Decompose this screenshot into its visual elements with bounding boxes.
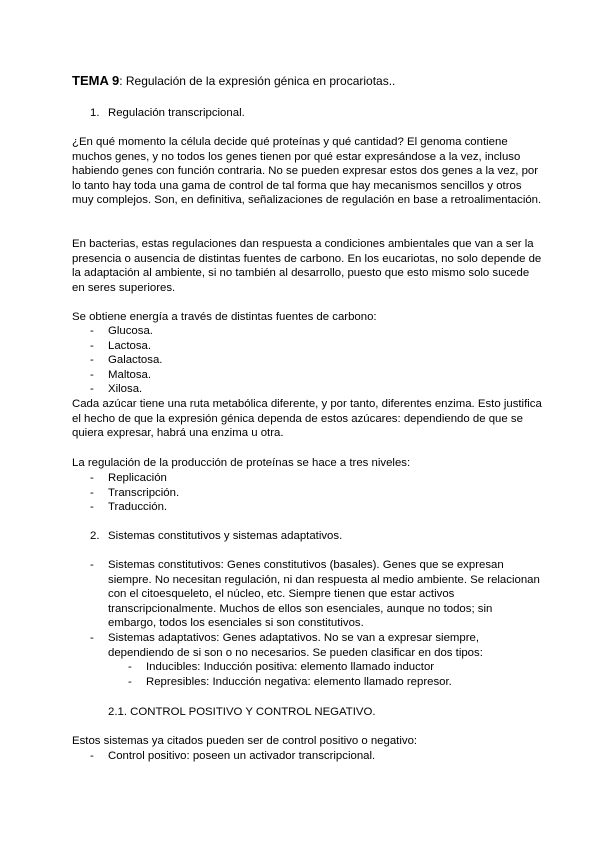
paragraph-energy: Se obtiene energía a través de distintas fuentes de carbono: bbox=[72, 311, 377, 323]
section-1-label: Regulación transcripcional. bbox=[108, 107, 245, 119]
list-item-inducible: - Inducibles: Inducción positiva: elemento llamado inductor bbox=[72, 660, 542, 675]
list-item: - Traducción. bbox=[72, 500, 542, 515]
title-bold: TEMA 9 bbox=[72, 73, 120, 88]
list-item: - Transcripción. bbox=[72, 486, 542, 501]
list-item: - Replicación bbox=[72, 471, 542, 486]
section-1-heading bbox=[90, 106, 245, 121]
paragraph-sugars: Cada azúcar tiene una ruta metabólica diferente, y por tanto, diferentes enzima. Esto justifica el hecho de que la expresión génica dependa de estos azúcares: dependiendo de que se quiera expresar, habrá una enzima u otra. bbox=[72, 398, 542, 440]
list-item-repressible: - Represibles: Inducción negativa: elemento llamado represor. bbox=[72, 675, 542, 690]
paragraph-intro: ¿En qué momento la célula decide qué proteínas y qué cantidad? El genoma contiene muchos genes, y no todos los genes tienen por qué estar expresándose a la vez, incluso habiendo genes con función contraria. No se pueden expresar estos dos genes a la vez, por lo tanto hay toda una gama de control de tal forma que hay mecanismos sencillos y otros muy complejos. Son, en definitiva, señalizaciones de regulación en base a retroalimentación. bbox=[72, 136, 542, 207]
page-title bbox=[72, 74, 395, 89]
sugar-list bbox=[72, 324, 542, 397]
levels-list bbox=[72, 471, 542, 515]
title-rest: : Regulación de la expresión génica en procariotas.. bbox=[119, 74, 396, 88]
list-item: - Glucosa. bbox=[72, 324, 542, 339]
paragraph-levels: La regulación de la producción de proteínas se hace a tres niveles: bbox=[72, 457, 411, 469]
systems-list bbox=[72, 558, 542, 689]
section-1-number: 1. bbox=[90, 107, 100, 119]
list-item: - Control positivo: poseen un activador transcripcional. bbox=[72, 749, 542, 764]
list-item-adaptive: - Sistemas adaptativos: Genes adaptativos. No se van a expresar siempre, dependiendo de si son o no necesarios. Se pueden clasificar en dos tipos: bbox=[72, 631, 542, 660]
list-item: - Xilosa. bbox=[72, 382, 542, 397]
list-item: - Lactosa. bbox=[72, 339, 542, 354]
paragraph-control: Estos sistemas ya citados pueden ser de control positivo o negativo: bbox=[72, 735, 418, 747]
section-2-number: 2. bbox=[90, 530, 100, 542]
list-item: - Galactosa. bbox=[72, 353, 542, 368]
section-2-label: Sistemas constitutivos y sistemas adaptativos. bbox=[108, 530, 343, 542]
paragraph-bacteria: En bacterias, estas regulaciones dan respuesta a condiciones ambientales que van a ser la presencia o ausencia de distintas fuentes de carbono. En los eucariotas, no solo depende de la adaptación al ambiente, si no también al desarrollo, puesto que esto mismo solo sucede en seres superiores. bbox=[72, 238, 542, 294]
subsection-2-1-heading: 2.1. CONTROL POSITIVO Y CONTROL NEGATIVO. bbox=[108, 706, 376, 718]
control-list bbox=[72, 749, 542, 764]
section-2-heading bbox=[90, 529, 342, 544]
list-item-constitutive: - Sistemas constitutivos: Genes constitutivos (basales). Genes que se expresan siempre. No necesitan regulación, ni dan respuesta al medio ambiente. Se relacionan con el citoesqueleto, el núcleo, etc. Siempre tienen que estar activos transcripcionalmente. Muchos de ellos son esenciales, aunque no todos; sin embargo, todos los esenciales si son constitutivos. bbox=[72, 558, 542, 631]
list-item: - Maltosa. bbox=[72, 368, 542, 383]
